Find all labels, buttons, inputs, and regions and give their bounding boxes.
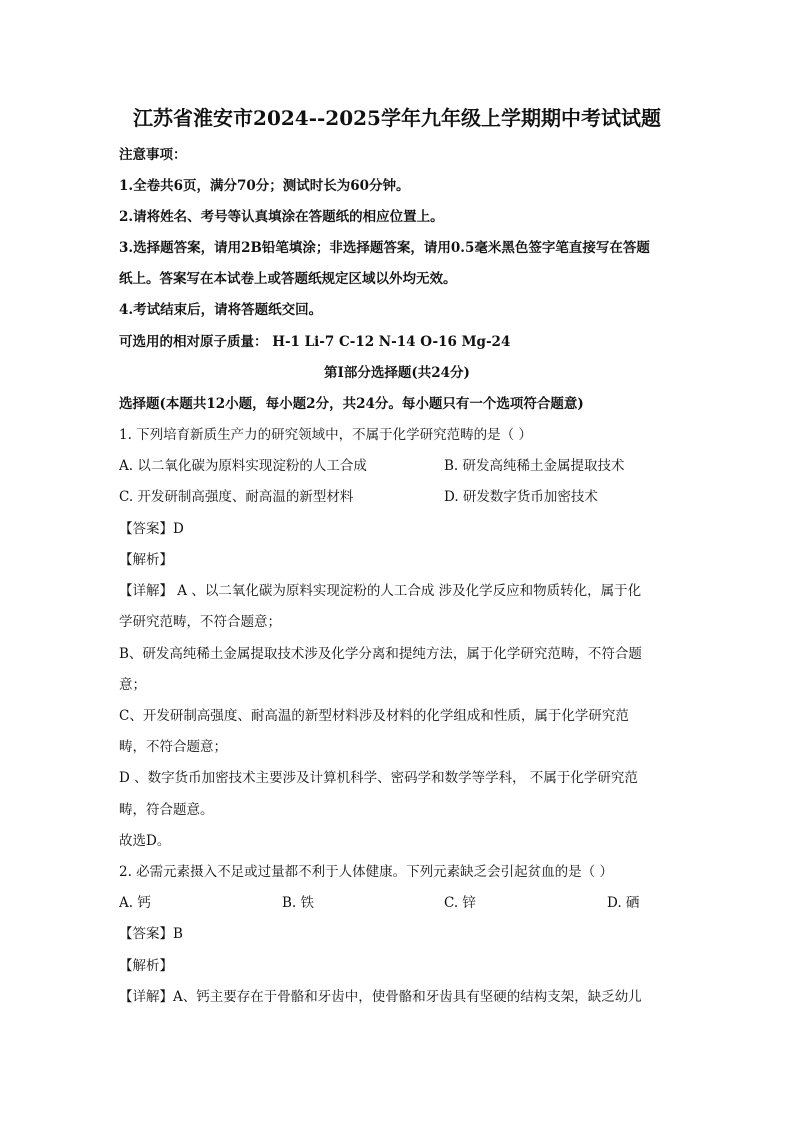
- page-title: 江苏省淮安市2024--2025学年九年级上学期期中考试试题: [133, 106, 661, 130]
- section-heading: 选择题(本题共12小题，每小题2分，共24分。每小题只有一个选项符合题意): [119, 396, 584, 412]
- q1-detail-line: 意；: [119, 677, 146, 693]
- q1-detail-line: B、研发高纯稀土金属提取技术涉及化学分离和提纯方法，属于化学研究范畴，不符合题: [119, 646, 642, 662]
- notice-item-3: 3.选择题答案，请用2B铅笔填涂；非选择题答案，请用0.5毫米黑色签字笔直接写在答题: [119, 240, 650, 256]
- q1-conclusion: 故选D。: [119, 833, 171, 849]
- q1-detail-line: 学研究范畴，不符合题意；: [119, 614, 281, 630]
- q2-option-a: A. 钙: [119, 895, 151, 911]
- atomic-mass-line: 可选用的相对原子质量： H-1 Li-7 C-12 N-14 O-16 Mg-24: [119, 334, 511, 350]
- q1-option-c: C. 开发研制高强度、耐高温的新型材料: [119, 489, 354, 505]
- q1-detail-line: 畴，符合题意。: [119, 802, 214, 818]
- q2-stem: 2. 必需元素摄入不足或过量都不利于人体健康。下列元素缺乏会引起贫血的是（ ）: [119, 864, 613, 880]
- q1-option-a: A. 以二氧化碳为原料实现淀粉的人工合成: [119, 458, 367, 474]
- q1-option-b: B. 研发高纯稀土金属提取技术: [444, 458, 625, 474]
- notice-item-1: 1.全卷共6页，满分70分；测试时长为60分钟。: [119, 178, 410, 194]
- q1-detail-line: 畴，不符合题意；: [119, 739, 227, 755]
- notice-item-4: 4.考试结束后，请将答题纸交回。: [119, 302, 323, 318]
- q2-detail-line: 【详解】A、钙主要存在于骨骼和牙齿中，使骨骼和牙齿具有坚硬的结构支架，缺乏幼儿: [119, 989, 642, 1005]
- q1-option-d: D. 研发数字货币加密技术: [444, 489, 598, 505]
- q2-option-c: C. 锌: [444, 895, 476, 911]
- q1-detail-line: D 、数字货币加密技术主要涉及计算机科学、密码学和数学等学科， 不属于化学研究范: [119, 770, 638, 786]
- notice-item-2: 2.请将姓名、考号等认真填涂在答题纸的相应位置上。: [119, 209, 444, 225]
- q2-option-d: D. 硒: [607, 895, 640, 911]
- q1-detail-line: C、开发研制高强度、耐高温的新型材料涉及材料的化学组成和性质，属于化学研究范: [119, 708, 629, 724]
- notice-heading: 注意事项：: [119, 147, 187, 163]
- q1-answer: 【答案】D: [119, 521, 184, 537]
- q1-analysis: 【解析】: [119, 552, 173, 568]
- q1-stem: 1. 下列培育新质生产力的研究领域中，不属于化学研究范畴的是（ ）: [119, 427, 532, 443]
- part-title: 第I部分选择题(共24分): [324, 365, 470, 381]
- notice-item-3-cont: 纸上。答案写在本试卷上或答题纸规定区域以外均无效。: [119, 271, 457, 287]
- q1-detail-line: 【详解】 A 、以二氧化碳为原料实现淀粉的人工合成 涉及化学反应和物质转化，属于化: [119, 583, 642, 599]
- q2-analysis: 【解析】: [119, 958, 173, 974]
- q2-answer: 【答案】B: [119, 926, 183, 942]
- q2-option-b: B. 铁: [282, 895, 315, 911]
